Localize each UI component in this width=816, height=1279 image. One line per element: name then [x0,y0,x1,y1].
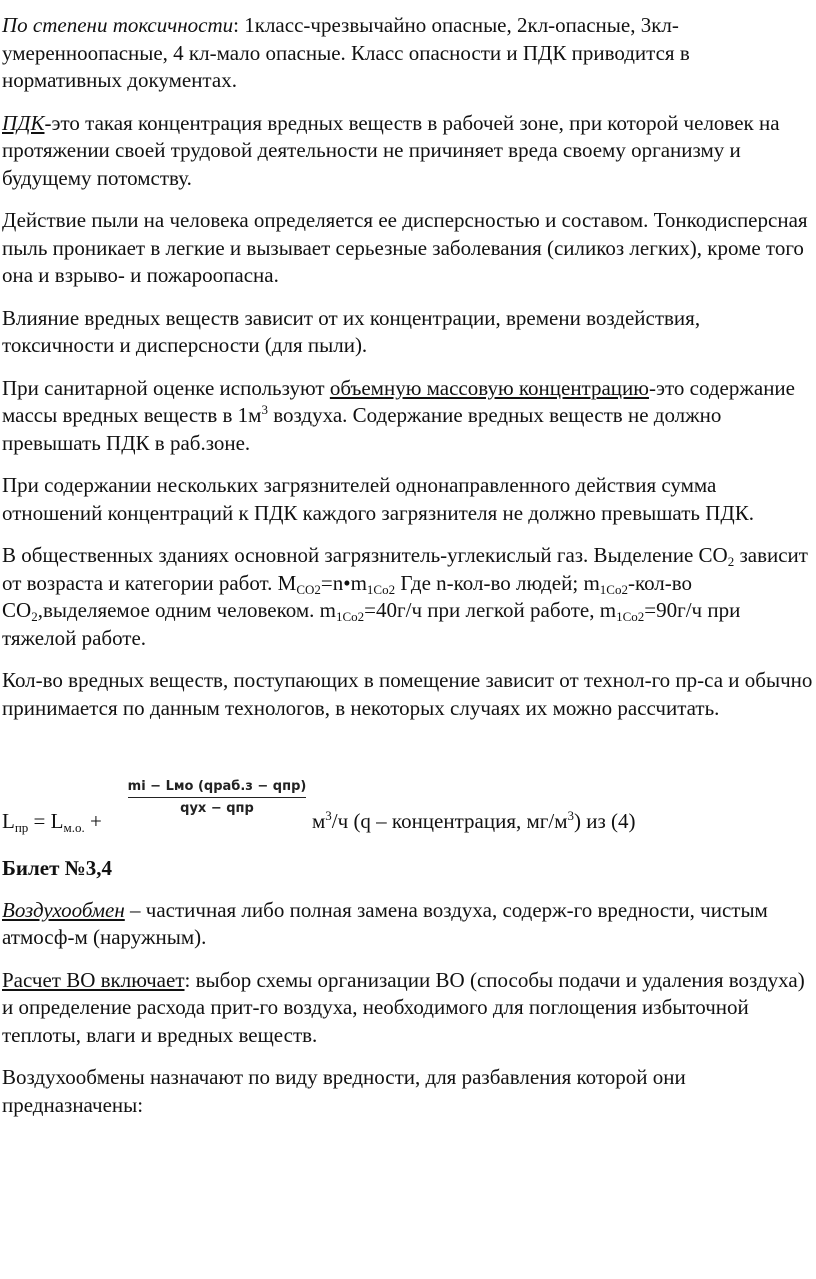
co2-sub-7: 1Co2 [616,609,645,624]
term-toxicity: По степени токсичности [2,13,234,37]
paragraph-assignment [0,1064,816,1119]
dust-text: Действие пыли на человека определяется ее дисперсностью и составом. Тонкодисперсная пыль проникает в легкие и вызывает серьезные заболевания (силикоз легких), кроме того она и взрыво- и пожароопасна. [2,208,808,287]
co2-sub-5: 2 [31,609,38,624]
toxicity-text: : 1класс-чрезвычайно опасные, 2кл-опасные, 3кл-умеренноопасные, 4 кл-мало опасные. Класс опасности и ПДК приводится в нормативных документах. [2,13,690,92]
air-exchange-text: – частичная либо полная замена воздуха, содерж-го вредности, чистым атмосф-м (наружным). [2,897,768,949]
sanitary-text-3: воздуха. Содержание вредных веществ не должно превышать ПДК в раб.зоне. [2,403,722,455]
sanitary-sup: 3 [261,402,268,417]
paragraph-harmful-amount [0,667,816,722]
calculation-text: : выбор схемы организации ВО (способы подачи и удаления воздуха) и определение расхода прит-го воздуха, необходимого для поглощения избыточной теплоты, влаги и вредных веществ. [2,967,805,1047]
paragraph-toxicity-classes [0,12,816,95]
fraction-numerator: mi − Lмо (qраб.з − qпр) [127,779,307,794]
formula-r1: м [312,809,326,833]
co2-text-1: В общественных зданиях основной загрязнитель-углекислый газ. Выделение СО [2,543,728,567]
term-pdk: ПДК [2,110,45,135]
co2-sub-1: 2 [727,554,735,569]
formula-l: L [2,809,15,833]
paragraph-calculation [0,967,816,1050]
co2-text-3: =n•m [320,570,367,595]
formula-line [0,779,816,841]
paragraph-influence [0,305,816,360]
formula-left [2,809,102,834]
co2-text-8: =90г/ч при тяжелой работе. [2,598,741,650]
paragraph-air-exchange [0,897,816,952]
co2-sub-3: 1Co2 [366,581,396,597]
co2-text-5: -кол-во СО [2,570,693,622]
formula-eq: = L [28,809,64,833]
formula-r3: ) из (4) [574,809,636,833]
sanitary-text-1: При санитарной оценке используют [2,375,330,400]
co2-sub-2: СО2 [296,581,321,597]
formula-fraction [122,779,312,816]
formula-r2: /ч (q – концентрация, мг/м [331,809,568,833]
harmful-amount-text: Кол-во вредных веществ, поступающих в помещение зависит от технол-го пр-са и обычно принимается по данным технологов, в некоторых случаях их можно рассчитать. [2,668,813,720]
paragraph-sanitary [0,375,816,458]
co2-sub-4: 1Co2 [599,581,628,597]
formula-plus: + [84,809,102,833]
paragraph-pdk-definition [0,110,816,193]
fraction-denominator: qух − qпр [180,801,254,816]
formula-units [312,809,636,834]
formula-sup-2: 3 [567,808,575,823]
co2-text-6: ,выделяемое одним человеком. m [37,598,336,622]
ticket-heading: Билет №3,4 [2,856,113,880]
sanitary-text-2: -это содержание массы вредных веществ в 1м [2,375,795,427]
assignment-text: Воздухообмены назначают по виду вредности, для разбавления которой они предназначены: [2,1065,686,1117]
paragraph-dust [0,207,816,290]
pollutants-text: При содержании нескольких загрязнителей однонаправленного действия сумма отношений концентраций к ПДК каждого загрязнителя не должно превышать ПДК. [2,473,754,525]
term-calculation: Расчет ВО включает [2,967,185,992]
paragraph-co2 [0,542,816,652]
influence-text: Влияние вредных веществ зависит от их концентрации, времени воздействия, токсичности и дисперсности (для пыли). [2,305,701,357]
co2-text-4: Где n-кол-во людей; m [395,570,600,595]
formula-sub-pr: пр [14,820,29,835]
co2-sub-6: 1Co2 [335,609,365,624]
term-air-exchange: Воздухообмен [2,897,125,922]
term-volume-concentration: объемную массовую концентрацию [329,375,649,400]
pdk-text: -это такая концентрация вредных веществ в рабочей зоне, при которой человек на протяжении своей трудовой деятельности не причиняет вреда своему организму и будущему потомству. [2,110,780,190]
co2-text-7: =40г/ч при легкой работе, m [364,598,617,622]
formula-sub-mo: м.о. [63,820,85,835]
co2-text-2: зависит от возраста и категории работ. М [2,543,808,595]
paragraph-multiple-pollutants [0,472,816,527]
formula-sup-1: 3 [325,808,332,823]
